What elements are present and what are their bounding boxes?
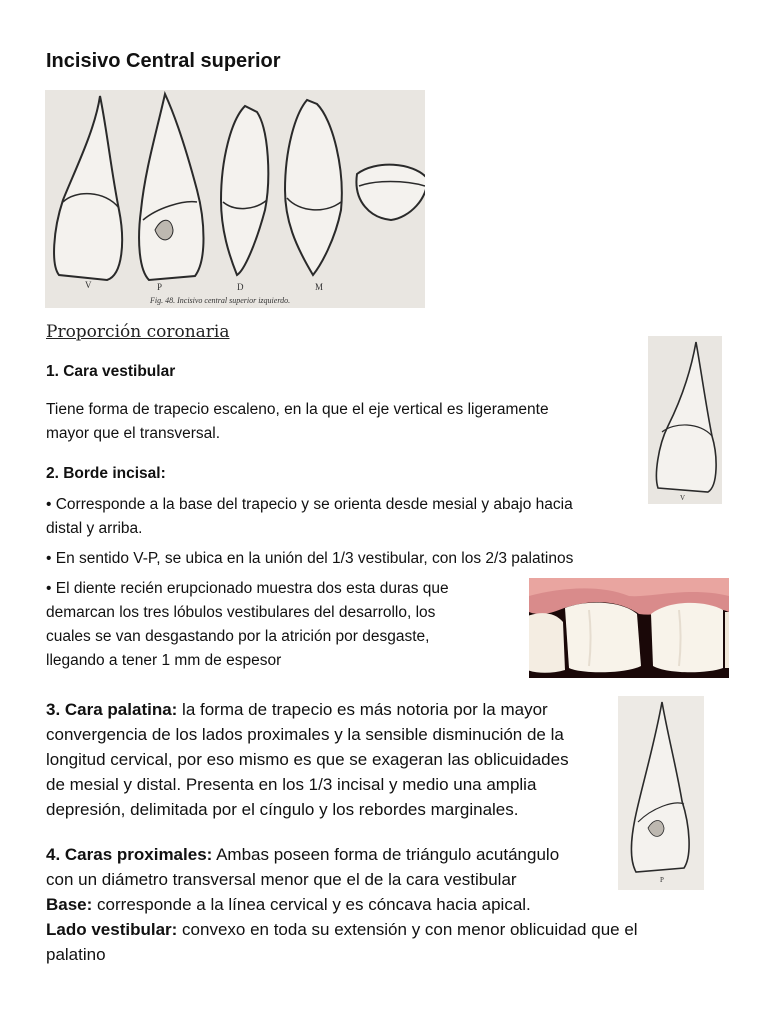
incisors-photo	[529, 578, 729, 678]
text-line: palatino	[46, 945, 106, 964]
section-title: Proporción coronaria	[46, 322, 230, 342]
page-title: Incisivo Central superior	[46, 50, 281, 72]
text-line	[46, 892, 638, 917]
text-fragment: corresponde a la línea cervical y es cóncava hacia apical.	[92, 895, 531, 914]
tooth-distal-view	[221, 106, 268, 275]
text-line: • El diente recién erupcionado muestra dos esta duras que	[46, 580, 449, 597]
text-fragment: convexo en toda su extensión y con menor oblicuidad que el	[177, 920, 638, 939]
tooth-views-figure	[45, 90, 425, 308]
borde-incisal-bullet3	[46, 577, 449, 673]
text-line	[46, 842, 638, 867]
tooth-incisal-view	[356, 165, 425, 220]
tooth-vestibular-view	[54, 96, 122, 280]
text-line	[46, 697, 569, 722]
tooth-palatine-view	[139, 94, 203, 280]
heading-cara-palatina: 3. Cara palatina:	[46, 700, 178, 719]
text-line: mayor que el transversal.	[46, 425, 221, 442]
borde-incisal-bullet1	[46, 493, 573, 541]
text-line: llegando a tener 1 mm de espesor	[46, 652, 282, 669]
cara-vestibular-text	[46, 398, 549, 446]
caras-proximales-text	[46, 842, 638, 967]
figure-caption: Fig. 48. Incisivo central superior izquierdo.	[150, 296, 291, 305]
text-line: con un diámetro transversal menor que el de la cara vestibular	[46, 870, 517, 889]
text-line: depresión, delimitada por el cíngulo y los rebordes marginales.	[46, 800, 519, 819]
borde-incisal-bullet2: • En sentido V-P, se ubica en la unión del 1/3 vestibular, con los 2/3 palatinos	[46, 550, 574, 567]
text-line: convergencia de los lados proximales y la sensible disminución de la	[46, 725, 564, 744]
fig-label-v: V	[680, 494, 686, 502]
text-line: Tiene forma de trapecio escaleno, en la que el eje vertical es ligeramente	[46, 401, 549, 418]
cara-palatina-text	[46, 697, 569, 822]
text-line: de mesial y distal. Presenta en los 1/3 incisal y medio una amplia	[46, 775, 537, 794]
text-line: cuales se van desgastando por la atrición por desgaste,	[46, 628, 430, 645]
view-label-v: V	[85, 280, 92, 290]
text-line: longitud cervical, por eso mismo es que se exageran las oblicuidades	[46, 750, 569, 769]
text-line: demarcan los tres lóbulos vestibulares del desarrollo, los	[46, 604, 436, 621]
text-line: distal y arriba.	[46, 520, 143, 537]
base-label: Base:	[46, 895, 93, 914]
view-label-m: M	[315, 282, 324, 292]
vestibular-tooth-figure	[648, 336, 722, 504]
tooth-mesial-view	[285, 100, 342, 275]
view-label-d: D	[237, 282, 244, 292]
lado-vestibular-label: Lado vestibular:	[46, 920, 178, 939]
text-line: • Corresponde a la base del trapecio y se orienta desde mesial y abajo hacia	[46, 496, 573, 513]
fig-label-p: P	[660, 876, 664, 884]
text-line	[46, 917, 638, 942]
heading-borde-incisal: 2. Borde incisal:	[46, 465, 166, 482]
heading-cara-vestibular: 1. Cara vestibular	[46, 363, 176, 380]
heading-caras-proximales: 4. Caras proximales:	[46, 845, 213, 864]
text-fragment: Ambas poseen forma de triángulo acutángulo	[212, 845, 560, 864]
text-fragment: la forma de trapecio es más notoria por la mayor	[177, 700, 548, 719]
view-label-p: P	[157, 282, 163, 292]
